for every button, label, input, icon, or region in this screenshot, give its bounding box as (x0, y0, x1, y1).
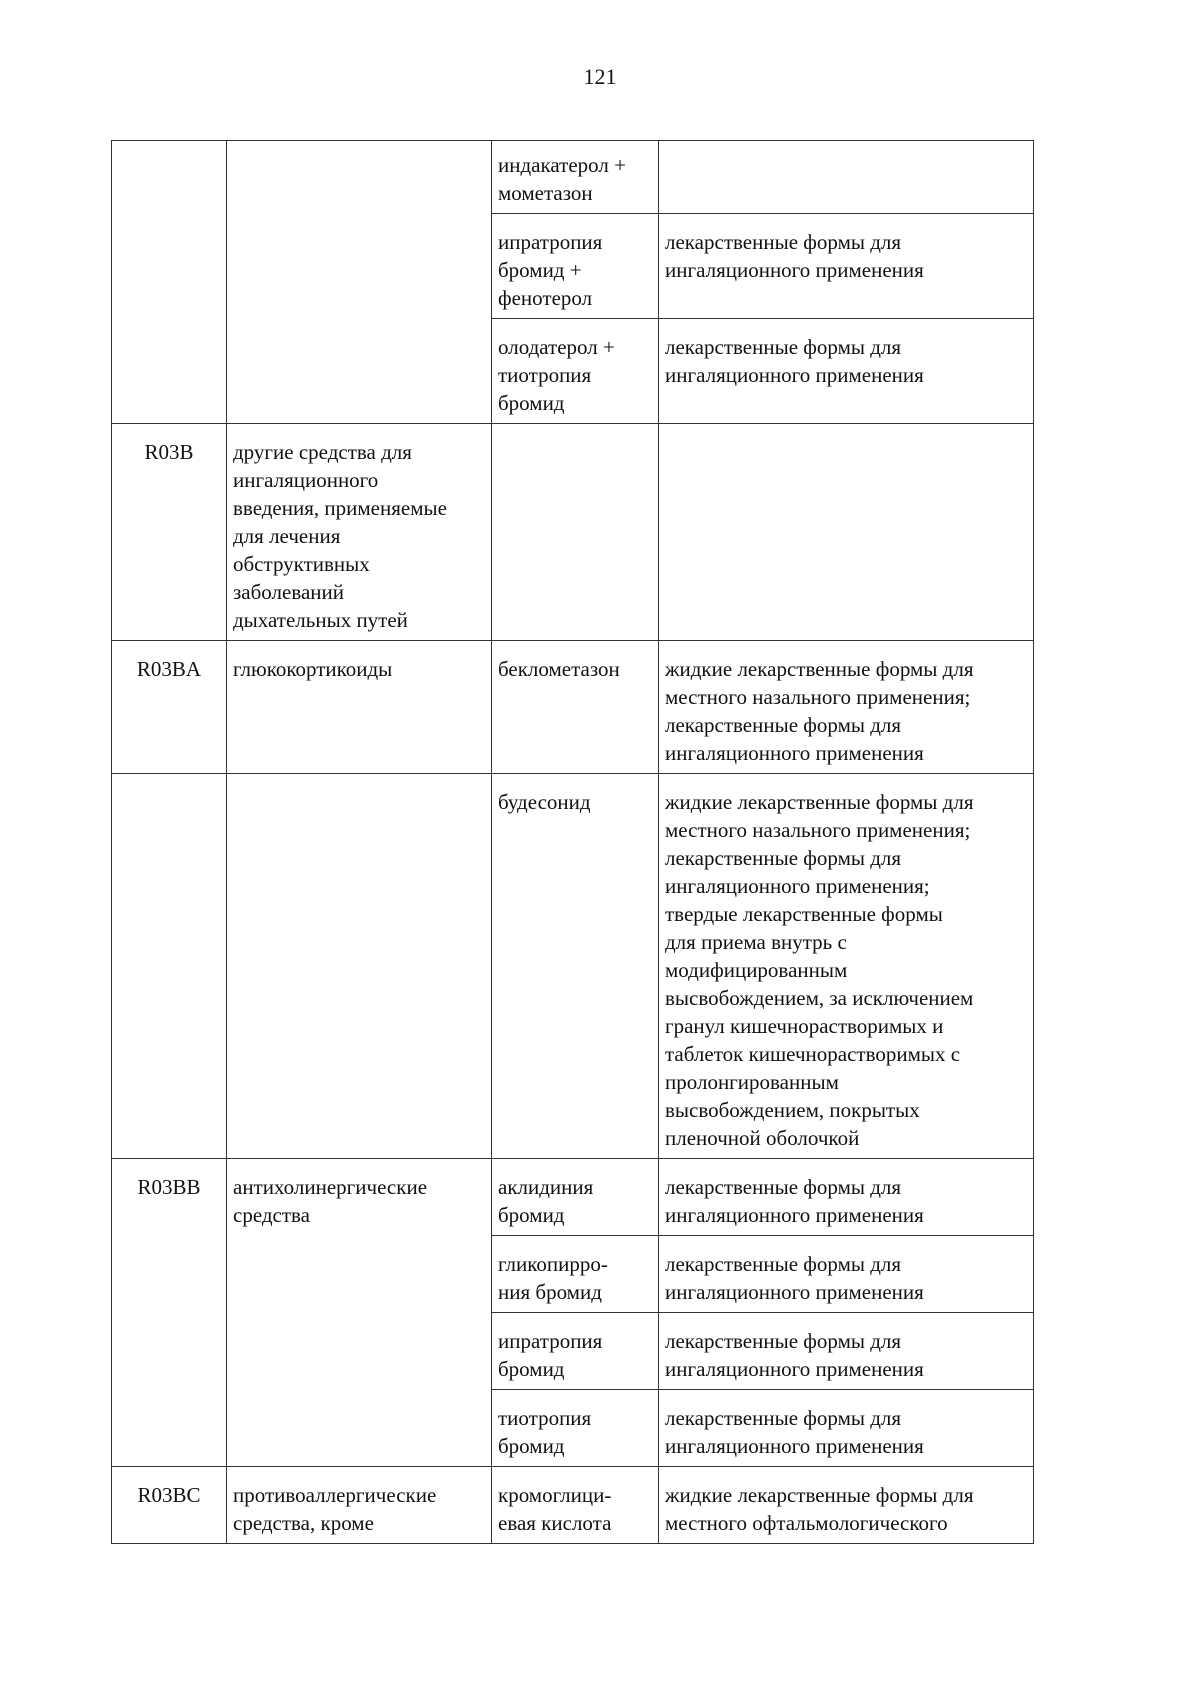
table-row (112, 319, 1034, 424)
inn-cell: беклометазон (492, 641, 659, 774)
group-name-cell: другие средства для ингаляционного введения, применяемые для лечения обструктивных заболеваний дыхательных путей (227, 424, 492, 641)
dosage-form-cell: лекарственные формы для ингаляционного применения (659, 214, 1034, 319)
dosage-form-cell: лекарственные формы для ингаляционного применения (659, 1236, 1034, 1313)
atc-code-cell: R03BA (112, 641, 227, 774)
atc-code-cell (112, 141, 227, 214)
inn-cell: гликопирро- ния бромид (492, 1236, 659, 1313)
inn-cell (492, 424, 659, 641)
table-row (112, 1236, 1034, 1313)
atc-code-cell (112, 1313, 227, 1390)
inn-cell: кромоглици- евая кислота (492, 1467, 659, 1544)
group-name-cell (227, 774, 492, 1159)
table-row (112, 424, 1034, 641)
atc-code-cell (112, 774, 227, 1159)
group-name-cell (227, 1313, 492, 1390)
dosage-form-cell: жидкие лекарственные формы для местного назального применения; лекарственные формы для ингаляционного применения; твердые лекарственные формы для приема внутрь с модифицированным высвобождением, за исключением гранул кишечнорастворимых и таблеток кишечнорастворимых с пролонгированным высвобождением, покрытых пленочной оболочкой (659, 774, 1034, 1159)
atc-code-cell (112, 1236, 227, 1313)
inn-cell: тиотропия бромид (492, 1390, 659, 1467)
dosage-form-cell: лекарственные формы для ингаляционного применения (659, 1159, 1034, 1236)
group-name-cell (227, 1236, 492, 1313)
inn-cell: аклидиния бромид (492, 1159, 659, 1236)
page-number: 121 (583, 64, 617, 89)
atc-code-cell (112, 214, 227, 319)
drug-classification-table (111, 140, 1034, 1544)
table-row (112, 1313, 1034, 1390)
inn-cell: олодатерол + тиотропия бромид (492, 319, 659, 424)
group-name-cell (227, 319, 492, 424)
group-name-cell (227, 214, 492, 319)
group-name-cell (227, 141, 492, 214)
dosage-form-cell (659, 141, 1034, 214)
dosage-form-cell: жидкие лекарственные формы для местного назального применения; лекарственные формы для ингаляционного применения (659, 641, 1034, 774)
table-row (112, 214, 1034, 319)
group-name-cell: антихолинергические средства (227, 1159, 492, 1236)
dosage-form-cell: лекарственные формы для ингаляционного применения (659, 319, 1034, 424)
atc-code-cell (112, 319, 227, 424)
table-row (112, 641, 1034, 774)
table-row (112, 1390, 1034, 1467)
atc-code-cell: R03BB (112, 1159, 227, 1236)
inn-cell: будесонид (492, 774, 659, 1159)
group-name-cell: противоаллергические средства, кроме (227, 1467, 492, 1544)
atc-code-cell: R03B (112, 424, 227, 641)
inn-cell: ипратропия бромид (492, 1313, 659, 1390)
inn-cell: ипратропия бромид + фенотерол (492, 214, 659, 319)
atc-code-cell: R03BC (112, 1467, 227, 1544)
dosage-form-cell (659, 424, 1034, 641)
dosage-form-cell: лекарственные формы для ингаляционного применения (659, 1390, 1034, 1467)
inn-cell: индакатерол + мометазон (492, 141, 659, 214)
dosage-form-cell: лекарственные формы для ингаляционного применения (659, 1313, 1034, 1390)
table-row (112, 1159, 1034, 1236)
group-name-cell (227, 1390, 492, 1467)
group-name-cell: глюкокортикоиды (227, 641, 492, 774)
table-row (112, 141, 1034, 214)
dosage-form-cell: жидкие лекарственные формы для местного офтальмологического (659, 1467, 1034, 1544)
atc-code-cell (112, 1390, 227, 1467)
table-row (112, 1467, 1034, 1544)
table-row (112, 774, 1034, 1159)
